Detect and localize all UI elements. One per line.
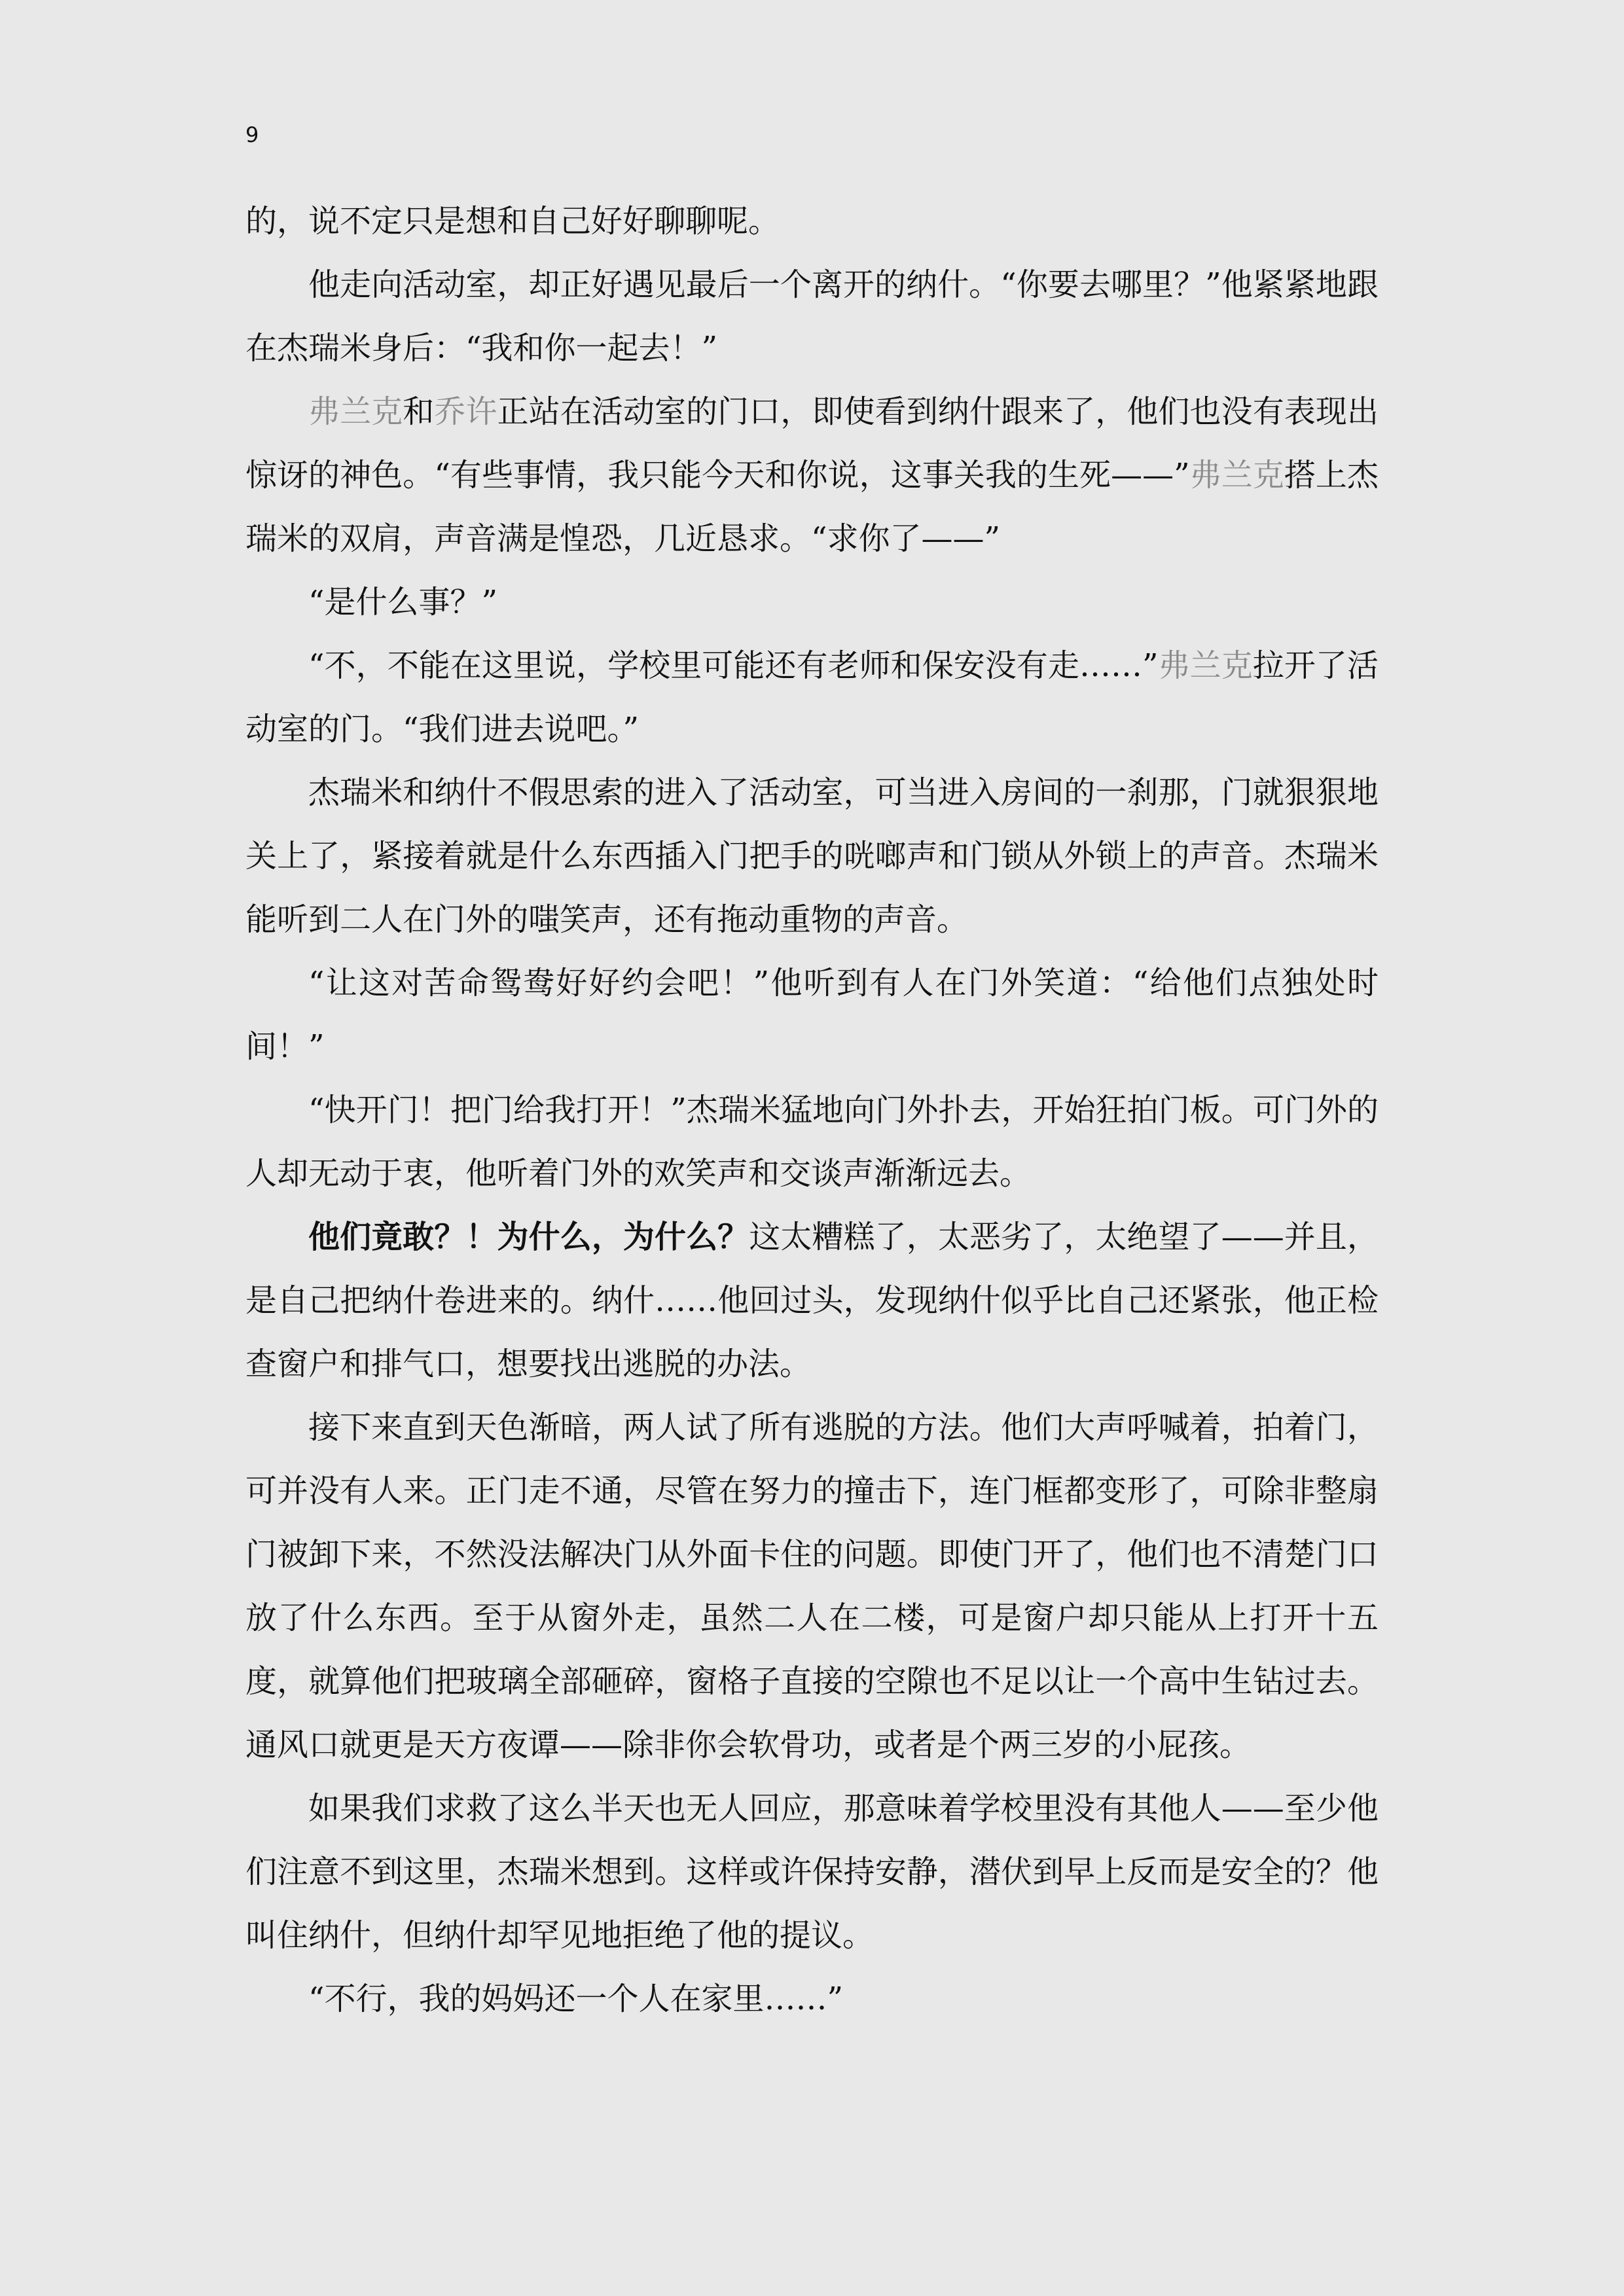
text-run: 搭上杰瑞米的双肩，声音满是惶恐，几近恳求。“求你了——” <box>245 457 1379 557</box>
paragraph <box>245 952 1379 1079</box>
character-name: 弗兰克 <box>1158 647 1253 684</box>
paragraph <box>245 190 1379 253</box>
character-name: 弗兰克 <box>1189 457 1284 493</box>
text-run: 他走向活动室，却正好遇见最后一个离开的纳什。“你要去哪里？”他紧紧地跟在杰瑞米身后：“我和你一起去！” <box>245 266 1379 367</box>
text-run: 正站在活动室的门口，即使看到纳什跟来了，他们也没有表现出惊讶的神色。“有些事情，我只能今天和你说，这事关我的生死——” <box>245 393 1379 493</box>
character-name: 乔许 <box>434 393 497 430</box>
text-run: 的，说不定只是想和自己好好聊聊呢。 <box>245 203 780 240</box>
text-run: “是什么事？” <box>308 584 498 620</box>
text-run: “快开门！把门给我打开！”杰瑞米猛地向门外扑去，开始狂拍门板。可门外的人却无动于衷，他听着门外的欢笑声和交谈声渐渐远去。 <box>245 1092 1379 1192</box>
paragraph <box>245 1206 1379 1396</box>
paragraph <box>245 1967 1379 2031</box>
paragraph <box>245 380 1379 571</box>
page-number: 9 <box>245 122 259 147</box>
text-run: “不行，我的妈妈还一个人在家里……” <box>308 1981 844 2017</box>
text-run: 如果我们求救了这么半天也无人回应，那意味着学校里没有其他人——至少他们注意不到这里，杰瑞米想到。这样或许保持安静，潜伏到早上反而是安全的？他叫住纳什，但纳什却罕见地拒绝了他的提议。 <box>245 1790 1379 1954</box>
paragraph <box>245 1079 1379 1206</box>
text-run: 和 <box>403 393 435 430</box>
text-run: “不，不能在这里说，学校里可能还有老师和保安没有走……” <box>308 647 1159 684</box>
text-run: 杰瑞米和纳什不假思索的进入了活动室，可当进入房间的一刹那，门就狠狠地关上了，紧接着就是什么东西插入门把手的咣啷声和门锁从外锁上的声音。杰瑞米能听到二人在门外的嗤笑声，还有拖动重物的声音。 <box>245 774 1379 938</box>
text-run: 接下来直到天色渐暗，两人试了所有逃脱的方法。他们大声呼喊着，拍着门，可并没有人来。正门走不通，尽管在努力的撞击下，连门框都变形了，可除非整扇门被卸下来，不然没法解决门从外面卡住的问题。即使门开了，他们也不清楚门口放了什么东西。至于从窗外走，虽然二人在二楼，可是窗户却只能从上打开十五度，就算他们把玻璃全部砸碎，窗格子直接的空隙也不足以让一个高中生钻过去。通风口就更是天方夜谭——除非你会软骨功，或者是个两三岁的小屁孩。 <box>245 1409 1379 1763</box>
paragraph <box>245 634 1379 761</box>
paragraph <box>245 1396 1379 1777</box>
text-run: “让这对苦命鸳鸯好好约会吧！”他听到有人在门外笑道：“给他们点独处时间！” <box>245 965 1379 1065</box>
body-text <box>245 190 1379 2031</box>
character-name: 弗兰克 <box>308 393 403 430</box>
text-run: 这太糟糕了，太恶劣了，太绝望了——并且，是自己把纳什卷进来的。纳什……他回过头，发现纳什似乎比自己还紧张，他正检查窗户和排气口，想要找出逃脱的办法。 <box>245 1219 1379 1382</box>
text-run: 拉开了活动室的门。“我们进去说吧。” <box>245 647 1379 747</box>
paragraph <box>245 761 1379 952</box>
paragraph <box>245 1777 1379 1967</box>
paragraph <box>245 571 1379 634</box>
paragraph <box>245 253 1379 380</box>
bold-inner-thought: 他们竟敢？！为什么，为什么？ <box>308 1219 749 1255</box>
